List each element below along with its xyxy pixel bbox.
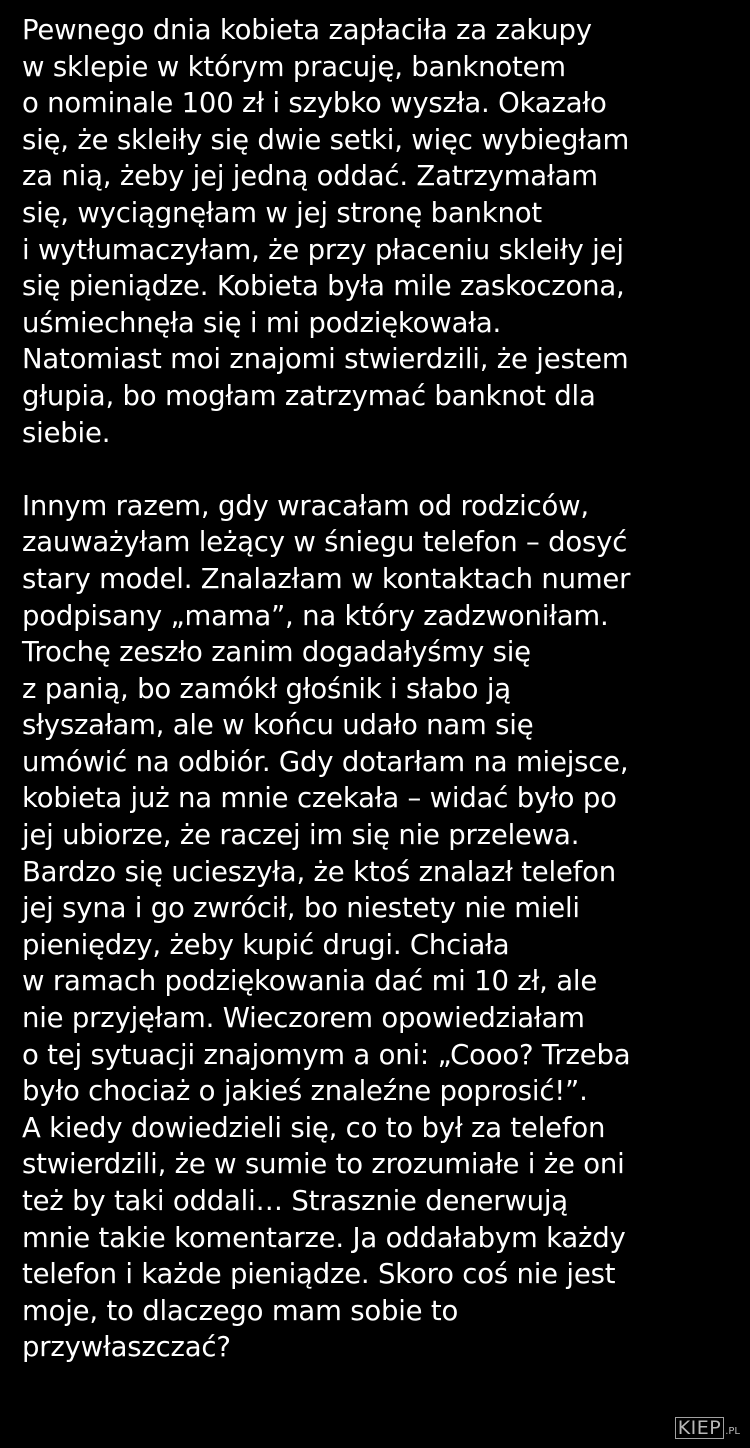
text-line: A kiedy dowiedzieli się, co to był za telefon bbox=[22, 1111, 606, 1144]
text-line: kobieta już na mnie czekała – widać było po bbox=[22, 782, 617, 815]
text-line: podpisany „mama”, na który zadzwoniłam. bbox=[22, 599, 609, 632]
text-line: o tej sytuacji znajomym a oni: „Cooo? Trzeba bbox=[22, 1038, 631, 1071]
text-line: Bardzo się ucieszyła, że ktoś znalazł telefon bbox=[22, 855, 617, 888]
watermark-suffix: .PL bbox=[725, 1426, 740, 1437]
text-line: słyszałam, ale w końcu udało nam się bbox=[22, 709, 534, 742]
text-line: o nominale 100 zł i szybko wyszła. Okazało bbox=[22, 87, 607, 120]
text-line: jej ubiorze, że raczej im się nie przelewa. bbox=[22, 819, 580, 852]
text-line: Pewnego dnia kobieta zapłaciła za zakupy bbox=[22, 14, 592, 46]
watermark-main: KIEP bbox=[675, 1417, 725, 1439]
text-line: z panią, bo zamókł głośnik i słabo ją bbox=[22, 672, 511, 705]
text-line: stwierdzili, że w sumie to zrozumiałe i że oni bbox=[22, 1148, 625, 1181]
story-text bbox=[22, 12, 734, 1366]
text-line: pieniędzy, żeby kupić drugi. Chciała bbox=[22, 928, 510, 961]
text-line: się, wyciągnęłam w jej stronę banknot bbox=[22, 196, 542, 229]
text-line: się, że skleiły się dwie setki, więc wybiegłam bbox=[22, 123, 630, 156]
kiep-watermark-logo bbox=[675, 1417, 740, 1439]
paragraph-1 bbox=[22, 12, 734, 451]
text-line: głupia, bo mogłam zatrzymać banknot dla bbox=[22, 379, 596, 412]
text-line: Innym razem, gdy wracałam od rodziców, bbox=[22, 489, 589, 522]
text-line: umówić na odbiór. Gdy dotarłam na miejsce, bbox=[22, 745, 629, 778]
text-line: moje, to dlaczego mam sobie to bbox=[22, 1294, 459, 1327]
text-line: przywłaszczać? bbox=[22, 1331, 231, 1364]
text-line: jej syna i go zwrócił, bo niestety nie mieli bbox=[22, 892, 580, 925]
text-line: Natomiast moi znajomi stwierdzili, że jestem bbox=[22, 343, 629, 376]
text-line: w sklepie w którym pracuję, banknotem bbox=[22, 50, 566, 83]
text-line: Trochę zeszło zanim dogadałyśmy się bbox=[22, 636, 531, 669]
text-line: telefon i każde pieniądze. Skoro coś nie jest bbox=[22, 1258, 616, 1291]
text-line: stary model. Znalazłam w kontaktach numer bbox=[22, 562, 631, 595]
text-line: też by taki oddali… Strasznie denerwują bbox=[22, 1185, 568, 1217]
text-line: i wytłumaczyłam, że przy płaceniu skleiły jej bbox=[22, 233, 624, 266]
text-line: zauważyłam leżący w śniegu telefon – dosyć bbox=[22, 526, 628, 559]
paragraph-2 bbox=[22, 488, 734, 1366]
text-line: w ramach podziękowania dać mi 10 zł, ale bbox=[22, 965, 598, 998]
text-line: mnie takie komentarze. Ja oddałabym każdy bbox=[22, 1221, 626, 1254]
text-line: się pieniądze. Kobieta była mile zaskoczona, bbox=[22, 270, 625, 303]
paragraph-gap bbox=[22, 451, 734, 488]
text-line: nie przyjęłam. Wieczorem opowiedziałam bbox=[22, 1002, 585, 1035]
text-line: za nią, żeby jej jedną oddać. Zatrzymałam bbox=[22, 160, 598, 193]
text-line: było chociaż o jakieś znaleźne poprosić!”. bbox=[22, 1075, 588, 1108]
text-line: siebie. bbox=[22, 416, 111, 449]
text-line: uśmiechnęła się i mi podziękowała. bbox=[22, 306, 502, 339]
